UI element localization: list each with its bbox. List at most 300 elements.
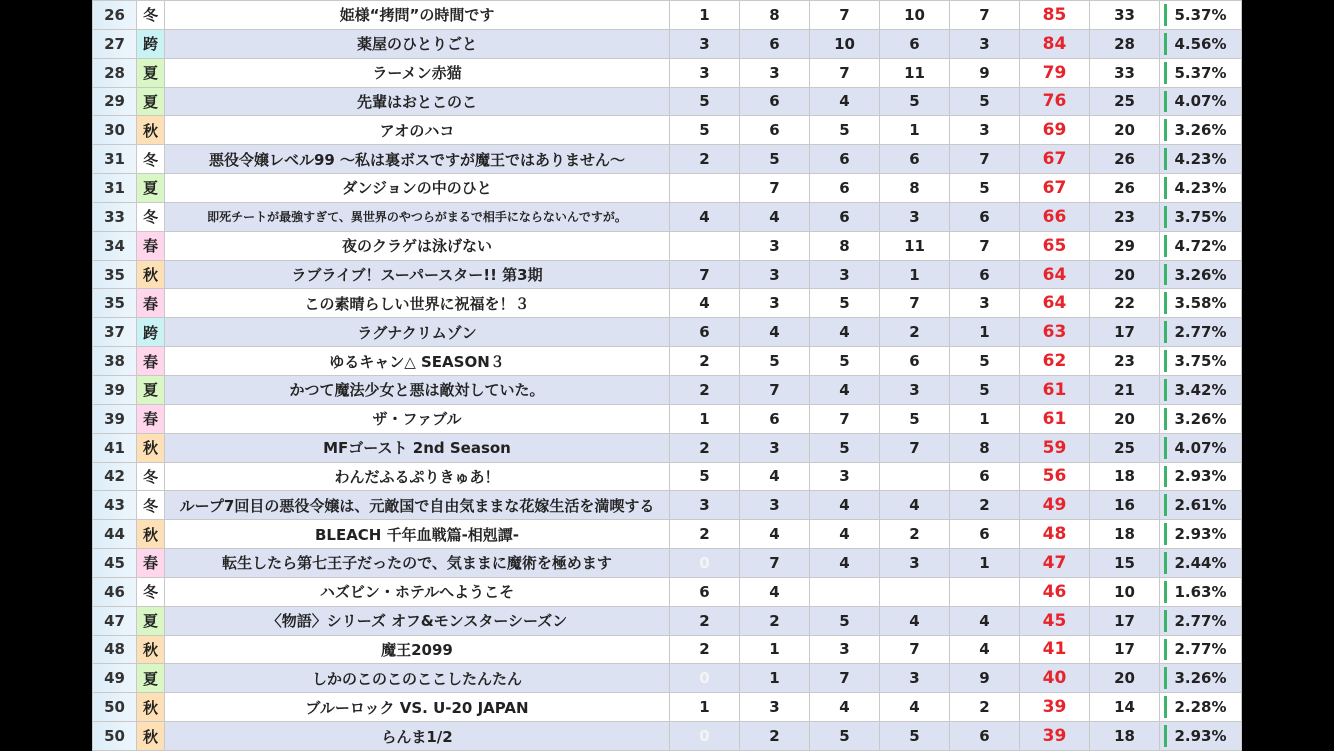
title-cell: 〈物語〉シリーズ オフ&モンスターシーズン: [165, 606, 670, 635]
vote-count: 20: [1090, 260, 1160, 289]
rank-cell: 39: [93, 375, 137, 404]
score-col-3: 3: [810, 260, 880, 289]
table-row: [93, 462, 1242, 491]
score-col-3: 4: [810, 375, 880, 404]
season-cell: 夏: [137, 375, 165, 404]
score-col-1: 2: [670, 606, 740, 635]
total-points: 47: [1020, 549, 1090, 578]
ranking-rows: [93, 1, 1242, 751]
score-col-4: 5: [880, 87, 950, 116]
total-points: 61: [1020, 404, 1090, 433]
score-col-3: 4: [810, 491, 880, 520]
vote-count: 25: [1090, 87, 1160, 116]
percentage-label: 2.93%: [1174, 727, 1227, 746]
score-col-5: 5: [950, 375, 1020, 404]
total-points: 39: [1020, 722, 1090, 751]
season-cell: 跨: [137, 29, 165, 58]
rank-cell: 33: [93, 202, 137, 231]
percentage-bar: [1164, 466, 1167, 488]
score-col-1: 0: [670, 664, 740, 693]
ranking-table: [92, 0, 1242, 751]
score-col-1: 2: [670, 145, 740, 174]
ranking-sheet: [92, 0, 1241, 750]
season-cell: 夏: [137, 87, 165, 116]
score-col-4: 11: [880, 58, 950, 87]
score-col-5: 2: [950, 693, 1020, 722]
percentage: [1160, 116, 1242, 145]
score-col-4: 3: [880, 375, 950, 404]
percentage-label: 4.07%: [1174, 92, 1227, 111]
score-col-5: 1: [950, 404, 1020, 433]
score-col-5: 3: [950, 29, 1020, 58]
rank-cell: 42: [93, 462, 137, 491]
table-row: [93, 347, 1242, 376]
season-cell: 秋: [137, 433, 165, 462]
score-col-4: 4: [880, 491, 950, 520]
score-col-2: 2: [740, 722, 810, 751]
percentage-label: 5.37%: [1174, 5, 1227, 24]
percentage-bar: [1164, 177, 1167, 199]
title-cell: ループ7回目の悪役令嬢は、元敵国で自由気ままな花嫁生活を満喫する: [165, 491, 670, 520]
score-col-1: [670, 174, 740, 203]
score-col-2: 4: [740, 462, 810, 491]
percentage: [1160, 58, 1242, 87]
title-cell: しかのこのこのここしたんたん: [165, 664, 670, 693]
score-col-4: 7: [880, 433, 950, 462]
percentage-bar: [1164, 696, 1167, 718]
table-row: [93, 174, 1242, 203]
score-col-2: 3: [740, 260, 810, 289]
percentage-bar: [1164, 321, 1167, 343]
percentage: [1160, 664, 1242, 693]
score-col-3: 5: [810, 606, 880, 635]
title-cell: BLEACH 千年血戦篇-相剋譚-: [165, 520, 670, 549]
score-col-2: 7: [740, 375, 810, 404]
vote-count: 17: [1090, 606, 1160, 635]
score-col-4: [880, 462, 950, 491]
score-col-1: 1: [670, 1, 740, 30]
table-row: [93, 116, 1242, 145]
score-col-5: 9: [950, 58, 1020, 87]
percentage-bar: [1164, 523, 1167, 545]
percentage-label: 1.63%: [1174, 582, 1227, 601]
season-cell: 冬: [137, 145, 165, 174]
score-col-5: 3: [950, 289, 1020, 318]
title-cell: 夜のクラゲは泳げない: [165, 231, 670, 260]
percentage-label: 2.77%: [1174, 640, 1227, 659]
percentage-bar: [1164, 581, 1167, 603]
vote-count: 20: [1090, 116, 1160, 145]
percentage-bar: [1164, 4, 1167, 26]
table-row: [93, 404, 1242, 433]
percentage: [1160, 577, 1242, 606]
percentage-label: 4.23%: [1174, 178, 1227, 197]
score-col-1: 2: [670, 347, 740, 376]
season-cell: 春: [137, 404, 165, 433]
score-col-4: 6: [880, 347, 950, 376]
score-col-2: 7: [740, 174, 810, 203]
table-row: [93, 318, 1242, 347]
percentage: [1160, 491, 1242, 520]
title-cell: 姫様“拷問”の時間です: [165, 1, 670, 30]
score-col-4: 5: [880, 722, 950, 751]
title-cell: MFゴースト 2nd Season: [165, 433, 670, 462]
percentage-bar: [1164, 639, 1167, 661]
percentage-label: 5.37%: [1174, 63, 1227, 82]
vote-count: 21: [1090, 375, 1160, 404]
score-col-2: 7: [740, 549, 810, 578]
table-row: [93, 520, 1242, 549]
title-cell: ブルーロック VS. U-20 JAPAN: [165, 693, 670, 722]
title-cell: 即死チートが最強すぎて、異世界のやつらがまるで相手にならないんですが。: [165, 202, 670, 231]
total-points: 59: [1020, 433, 1090, 462]
rank-cell: 50: [93, 693, 137, 722]
season-cell: 秋: [137, 722, 165, 751]
score-col-2: 4: [740, 202, 810, 231]
score-col-3: 6: [810, 202, 880, 231]
percentage-bar: [1164, 33, 1167, 55]
score-col-2: 1: [740, 664, 810, 693]
percentage: [1160, 606, 1242, 635]
season-cell: 夏: [137, 174, 165, 203]
season-cell: 春: [137, 289, 165, 318]
title-cell: ゆるキャン△ SEASON３: [165, 347, 670, 376]
score-col-3: 7: [810, 404, 880, 433]
season-cell: 夏: [137, 606, 165, 635]
rank-cell: 46: [93, 577, 137, 606]
score-col-4: 3: [880, 664, 950, 693]
score-col-5: 9: [950, 664, 1020, 693]
rank-cell: 27: [93, 29, 137, 58]
score-col-5: 7: [950, 145, 1020, 174]
vote-count: 17: [1090, 635, 1160, 664]
score-col-4: 3: [880, 202, 950, 231]
title-cell: 悪役令嬢レベル99 ～私は裏ボスですが魔王ではありません～: [165, 145, 670, 174]
total-points: 45: [1020, 606, 1090, 635]
percentage-bar: [1164, 62, 1167, 84]
table-row: [93, 87, 1242, 116]
title-cell: 薬屋のひとりごと: [165, 29, 670, 58]
percentage: [1160, 202, 1242, 231]
score-col-3: 4: [810, 87, 880, 116]
total-points: 64: [1020, 260, 1090, 289]
table-row: [93, 722, 1242, 751]
table-row: [93, 260, 1242, 289]
table-row: [93, 433, 1242, 462]
vote-count: 14: [1090, 693, 1160, 722]
title-cell: 魔王2099: [165, 635, 670, 664]
percentage: [1160, 635, 1242, 664]
vote-count: 33: [1090, 1, 1160, 30]
percentage-bar: [1164, 235, 1167, 257]
score-col-1: 5: [670, 462, 740, 491]
percentage-bar: [1164, 667, 1167, 689]
percentage-bar: [1164, 552, 1167, 574]
vote-count: 18: [1090, 722, 1160, 751]
season-cell: 夏: [137, 58, 165, 87]
percentage-label: 2.93%: [1174, 525, 1227, 544]
percentage: [1160, 174, 1242, 203]
table-row: [93, 577, 1242, 606]
rank-cell: 47: [93, 606, 137, 635]
rank-cell: 50: [93, 722, 137, 751]
score-col-2: 3: [740, 491, 810, 520]
score-col-2: 5: [740, 347, 810, 376]
percentage: [1160, 347, 1242, 376]
title-cell: アオのハコ: [165, 116, 670, 145]
score-col-5: 3: [950, 116, 1020, 145]
score-col-1: 2: [670, 433, 740, 462]
score-col-3: 7: [810, 58, 880, 87]
score-col-3: 5: [810, 116, 880, 145]
score-col-5: [950, 577, 1020, 606]
total-points: 49: [1020, 491, 1090, 520]
vote-count: 10: [1090, 577, 1160, 606]
percentage-label: 4.56%: [1174, 34, 1227, 53]
rank-cell: 38: [93, 347, 137, 376]
percentage-label: 3.26%: [1174, 265, 1227, 284]
score-col-4: 6: [880, 29, 950, 58]
score-col-5: 1: [950, 318, 1020, 347]
percentage-bar: [1164, 264, 1167, 286]
percentage-bar: [1164, 494, 1167, 516]
rank-cell: 45: [93, 549, 137, 578]
score-col-3: 3: [810, 635, 880, 664]
score-col-5: 6: [950, 202, 1020, 231]
percentage: [1160, 722, 1242, 751]
score-col-5: 6: [950, 520, 1020, 549]
total-points: 56: [1020, 462, 1090, 491]
table-row: [93, 549, 1242, 578]
vote-count: 22: [1090, 289, 1160, 318]
percentage-bar: [1164, 206, 1167, 228]
score-col-3: 4: [810, 520, 880, 549]
percentage-label: 3.75%: [1174, 207, 1227, 226]
score-col-2: 6: [740, 87, 810, 116]
percentage: [1160, 404, 1242, 433]
percentage-label: 4.07%: [1174, 438, 1227, 457]
season-cell: 秋: [137, 693, 165, 722]
score-col-2: 6: [740, 116, 810, 145]
total-points: 65: [1020, 231, 1090, 260]
vote-count: 25: [1090, 433, 1160, 462]
score-col-1: 0: [670, 549, 740, 578]
score-col-1: 3: [670, 58, 740, 87]
score-col-2: 4: [740, 520, 810, 549]
season-cell: 冬: [137, 491, 165, 520]
table-row: [93, 231, 1242, 260]
title-cell: この素晴らしい世界に祝福を！３: [165, 289, 670, 318]
score-col-4: 5: [880, 404, 950, 433]
percentage: [1160, 375, 1242, 404]
score-col-5: 5: [950, 87, 1020, 116]
season-cell: 跨: [137, 318, 165, 347]
title-cell: ラブライブ！スーパースター!! 第3期: [165, 260, 670, 289]
rank-cell: 35: [93, 260, 137, 289]
table-row: [93, 29, 1242, 58]
season-cell: 春: [137, 231, 165, 260]
title-cell: ダンジョンの中のひと: [165, 174, 670, 203]
score-col-2: 3: [740, 433, 810, 462]
rank-cell: 28: [93, 58, 137, 87]
score-col-5: 5: [950, 347, 1020, 376]
total-points: 64: [1020, 289, 1090, 318]
percentage-label: 2.28%: [1174, 698, 1227, 717]
score-col-4: 2: [880, 318, 950, 347]
total-points: 39: [1020, 693, 1090, 722]
score-col-1: 6: [670, 318, 740, 347]
table-row: [93, 491, 1242, 520]
score-col-5: 5: [950, 174, 1020, 203]
score-col-4: 6: [880, 145, 950, 174]
percentage-bar: [1164, 408, 1167, 430]
score-col-5: 2: [950, 491, 1020, 520]
score-col-2: 6: [740, 404, 810, 433]
vote-count: 26: [1090, 174, 1160, 203]
score-col-3: 5: [810, 347, 880, 376]
season-cell: 冬: [137, 1, 165, 30]
score-col-5: 4: [950, 635, 1020, 664]
score-col-1: 3: [670, 491, 740, 520]
score-col-1: 5: [670, 87, 740, 116]
rank-cell: 49: [93, 664, 137, 693]
score-col-4: 7: [880, 635, 950, 664]
title-cell: ハズビン・ホテルへようこそ: [165, 577, 670, 606]
score-col-3: 4: [810, 318, 880, 347]
score-col-1: 4: [670, 289, 740, 318]
percentage-label: 3.26%: [1174, 669, 1227, 688]
percentage-label: 3.42%: [1174, 380, 1227, 399]
score-col-4: 1: [880, 116, 950, 145]
rank-cell: 31: [93, 145, 137, 174]
score-col-1: 0: [670, 722, 740, 751]
season-cell: 冬: [137, 462, 165, 491]
table-row: [93, 1, 1242, 30]
total-points: 66: [1020, 202, 1090, 231]
score-col-2: 1: [740, 635, 810, 664]
percentage-bar: [1164, 610, 1167, 632]
rank-cell: 44: [93, 520, 137, 549]
percentage-label: 2.77%: [1174, 611, 1227, 630]
total-points: 85: [1020, 1, 1090, 30]
season-cell: 冬: [137, 202, 165, 231]
percentage-bar: [1164, 292, 1167, 314]
percentage: [1160, 1, 1242, 30]
vote-count: 15: [1090, 549, 1160, 578]
score-col-3: 5: [810, 289, 880, 318]
vote-count: 20: [1090, 404, 1160, 433]
score-col-3: 6: [810, 145, 880, 174]
percentage-label: 3.26%: [1174, 409, 1227, 428]
score-col-2: 3: [740, 231, 810, 260]
rank-cell: 26: [93, 1, 137, 30]
vote-count: 17: [1090, 318, 1160, 347]
total-points: 63: [1020, 318, 1090, 347]
title-cell: わんだふるぷりきゅあ！: [165, 462, 670, 491]
percentage: [1160, 145, 1242, 174]
percentage: [1160, 231, 1242, 260]
rank-cell: 29: [93, 87, 137, 116]
vote-count: 29: [1090, 231, 1160, 260]
score-col-1: 2: [670, 375, 740, 404]
season-cell: 春: [137, 347, 165, 376]
score-col-1: [670, 231, 740, 260]
score-col-5: 7: [950, 231, 1020, 260]
table-row: [93, 202, 1242, 231]
rank-cell: 30: [93, 116, 137, 145]
vote-count: 26: [1090, 145, 1160, 174]
table-row: [93, 606, 1242, 635]
score-col-5: 8: [950, 433, 1020, 462]
score-col-3: 5: [810, 722, 880, 751]
percentage-bar: [1164, 350, 1167, 372]
total-points: 41: [1020, 635, 1090, 664]
score-col-4: 4: [880, 606, 950, 635]
rank-cell: 35: [93, 289, 137, 318]
percentage-bar: [1164, 725, 1167, 747]
title-cell: ラーメン赤猫: [165, 58, 670, 87]
season-cell: 秋: [137, 260, 165, 289]
percentage-bar: [1164, 148, 1167, 170]
season-cell: 春: [137, 549, 165, 578]
total-points: 76: [1020, 87, 1090, 116]
percentage: [1160, 87, 1242, 116]
total-points: 67: [1020, 145, 1090, 174]
score-col-1: 1: [670, 404, 740, 433]
percentage-label: 3.58%: [1174, 294, 1227, 313]
percentage: [1160, 549, 1242, 578]
percentage-label: 3.75%: [1174, 352, 1227, 371]
percentage-bar: [1164, 119, 1167, 141]
score-col-1: 6: [670, 577, 740, 606]
score-col-1: 1: [670, 693, 740, 722]
vote-count: 23: [1090, 202, 1160, 231]
score-col-2: 8: [740, 1, 810, 30]
season-cell: 秋: [137, 635, 165, 664]
season-cell: 夏: [137, 664, 165, 693]
rank-cell: 48: [93, 635, 137, 664]
table-row: [93, 375, 1242, 404]
percentage-bar: [1164, 91, 1167, 113]
percentage: [1160, 462, 1242, 491]
score-col-3: 3: [810, 462, 880, 491]
score-col-4: 2: [880, 520, 950, 549]
score-col-2: 4: [740, 318, 810, 347]
percentage-label: 4.23%: [1174, 150, 1227, 169]
score-col-3: 8: [810, 231, 880, 260]
rank-cell: 41: [93, 433, 137, 462]
score-col-1: 5: [670, 116, 740, 145]
score-col-1: 7: [670, 260, 740, 289]
score-col-2: 2: [740, 606, 810, 635]
vote-count: 18: [1090, 520, 1160, 549]
score-col-1: 2: [670, 520, 740, 549]
total-points: 46: [1020, 577, 1090, 606]
score-col-5: 4: [950, 606, 1020, 635]
percentage: [1160, 520, 1242, 549]
score-col-2: 3: [740, 58, 810, 87]
score-col-1: 2: [670, 635, 740, 664]
score-col-5: 1: [950, 549, 1020, 578]
score-col-5: 6: [950, 260, 1020, 289]
score-col-3: 4: [810, 549, 880, 578]
score-col-3: 5: [810, 433, 880, 462]
score-col-4: 11: [880, 231, 950, 260]
score-col-2: 3: [740, 289, 810, 318]
vote-count: 20: [1090, 664, 1160, 693]
total-points: 61: [1020, 375, 1090, 404]
score-col-3: 7: [810, 1, 880, 30]
